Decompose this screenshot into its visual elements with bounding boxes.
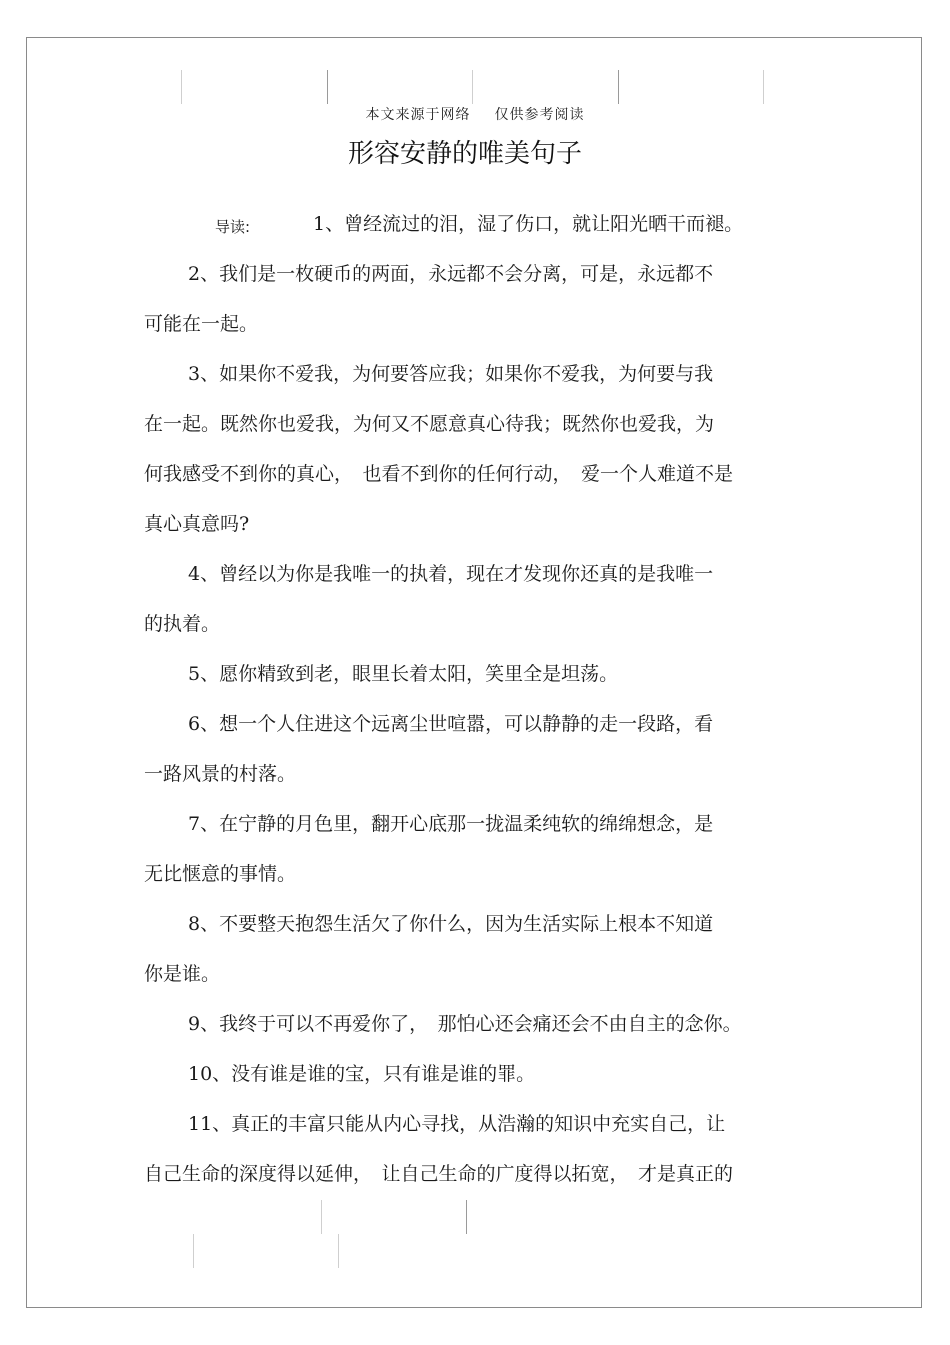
paragraph-line: 3、如果你不爱我，为何要答应我；如果你不爱我，为何要与我	[188, 363, 714, 385]
paragraph-line: 1、曾经流过的泪，湿了伤口，就让阳光晒干而褪。	[313, 213, 744, 235]
paragraph-line: 2、我们是一枚硬币的两面，永远都不会分离，可是，永远都不	[188, 263, 714, 285]
paragraph-line: 4、曾经以为你是我唯一的执着，现在才发现你还真的是我唯一	[188, 563, 714, 585]
paragraph-line: 11、真正的丰富只能从内心寻找，从浩瀚的知识中充实自己，让	[188, 1113, 726, 1135]
paragraph-line: 6、想一个人住进这个远离尘世喧嚣，可以静静的走一段路，看	[188, 713, 714, 735]
paragraph-line: 10、没有谁是谁的宝，只有谁是谁的罪。	[188, 1063, 536, 1085]
paragraph-line: 5、愿你精致到老，眼里长着太阳，笑里全是坦荡。	[188, 663, 619, 685]
paragraph-line: 8、不要整天抱怨生活欠了你什么，因为生活实际上根本不知道	[188, 913, 714, 935]
column-guide	[472, 70, 473, 104]
source-note-right: 仅供参考阅读	[494, 107, 585, 123]
lead-label: 导读:	[215, 218, 251, 236]
column-guide	[193, 1234, 194, 1268]
paragraph-line: 在一起。既然你也爱我，为何又不愿意真心待我；既然你也爱我，为	[144, 413, 715, 435]
column-guide	[181, 70, 182, 104]
paragraph-line: 无比惬意的事情。	[144, 863, 297, 885]
paragraph-line: 可能在一起。	[144, 313, 259, 335]
paragraph-line: 7、在宁静的月色里，翻开心底那一拢温柔纯软的绵绵想念，是	[188, 813, 714, 835]
document-title: 形容安静的唯美句子	[347, 139, 582, 169]
lead-line	[215, 214, 250, 239]
paragraph-line: 9、我终于可以不再爱你了， 那怕心还会痛还会不由自主的念你。	[188, 1013, 742, 1035]
column-guide	[321, 1200, 322, 1234]
paragraph-line: 的执着。	[144, 613, 221, 635]
column-guide	[327, 70, 328, 104]
column-guide	[618, 70, 619, 104]
column-guide	[338, 1234, 339, 1268]
paragraph-line: 你是谁。	[144, 963, 221, 985]
paragraph-line: 真心真意吗?	[144, 513, 250, 535]
column-guide	[763, 70, 764, 104]
source-note	[0, 104, 950, 124]
paragraph-line: 自己生命的深度得以延伸， 让自己生命的广度得以拓宽， 才是真正的	[144, 1163, 734, 1185]
paragraph-line: 一路风景的村落。	[144, 763, 297, 785]
source-note-left: 本文来源于网络	[365, 107, 471, 123]
paragraph-line: 何我感受不到你的真心， 也看不到你的任何行动， 爱一个人难道不是	[144, 463, 734, 485]
column-guide	[466, 1200, 467, 1234]
